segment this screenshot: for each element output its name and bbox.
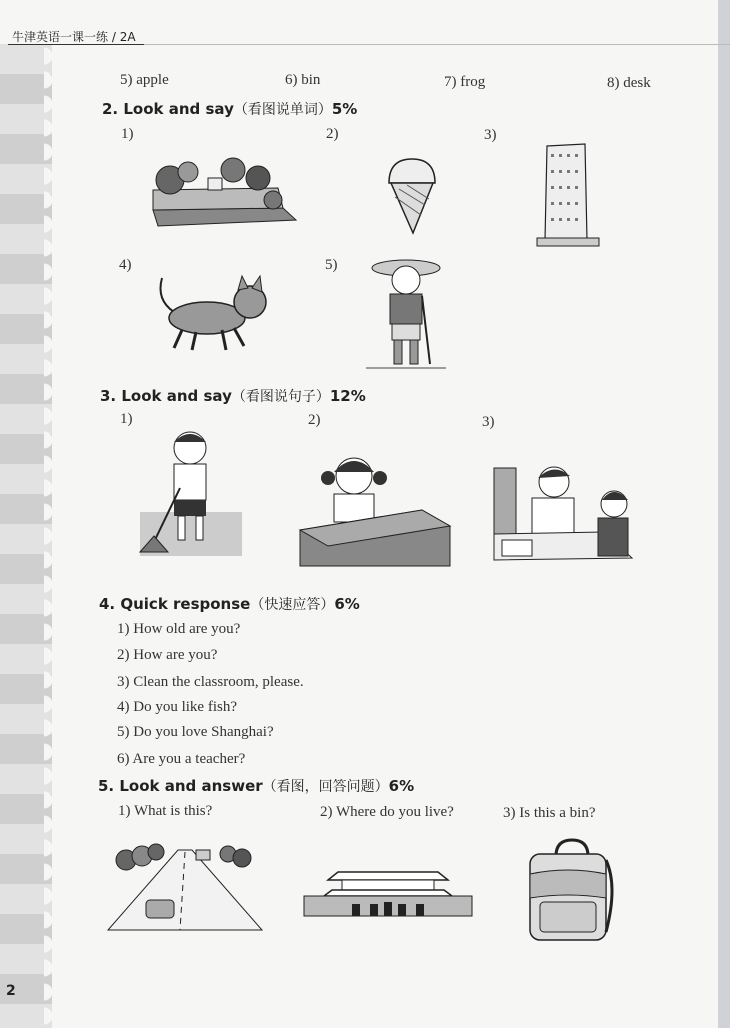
park-illustration <box>148 150 300 230</box>
s3-label-3: 3) <box>482 414 495 430</box>
schoolbag-illustration <box>522 836 620 944</box>
section-5-heading: 5. Look and answer（看图，回答问题）6% <box>98 777 415 795</box>
word-frog: 7) frog <box>444 74 486 90</box>
running-header: 牛津英语一课一练 / 2A <box>12 30 136 44</box>
boy-sweeping-illustration <box>136 428 244 558</box>
section-2-heading: 2. Look and say（看图说单词）5% <box>102 100 358 118</box>
response-item-3: 3) Clean the classroom, please. <box>117 674 304 690</box>
response-item-1: 1) How old are you? <box>117 621 241 637</box>
section-3-heading: 3. Look and say（看图说句子）12% <box>100 387 366 405</box>
girl-at-desk-illustration <box>298 450 452 568</box>
s3-label-2: 2) <box>308 412 321 428</box>
section-4-heading: 4. Quick response（快速应答）6% <box>99 595 360 613</box>
farmer-illustration <box>362 252 450 374</box>
s2-label-4: 4) <box>119 257 132 273</box>
decorative-border <box>0 44 52 1028</box>
response-item-5: 5) Do you love Shanghai? <box>117 724 274 740</box>
s2-label-2: 2) <box>326 126 339 142</box>
tiananmen-illustration <box>302 860 474 920</box>
building-illustration <box>535 140 601 248</box>
ice-cream-illustration <box>385 155 440 235</box>
grade-label: 2A <box>119 30 136 44</box>
s2-label-1: 1) <box>121 126 134 142</box>
question-3: 3) Is this a bin? <box>503 805 596 821</box>
page-number: 2 <box>6 983 16 999</box>
book-title: 牛津英语一课一练 <box>12 30 109 44</box>
page-edge <box>718 0 730 1028</box>
word-apple: 5) apple <box>120 72 169 88</box>
teacher-student-illustration <box>492 460 644 566</box>
road-illustration <box>108 838 262 930</box>
s2-label-3: 3) <box>484 127 497 143</box>
word-desk: 8) desk <box>607 75 651 91</box>
word-bin: 6) bin <box>285 72 321 88</box>
s2-label-5: 5) <box>325 257 338 273</box>
response-item-4: 4) Do you like fish? <box>117 699 237 715</box>
cat-illustration <box>152 270 277 358</box>
response-item-6: 6) Are you a teacher? <box>117 751 246 767</box>
question-1: 1) What is this? <box>118 803 213 819</box>
s3-label-1: 1) <box>120 411 133 427</box>
header-rule-light <box>144 44 730 45</box>
question-2: 2) Where do you live? <box>320 804 454 820</box>
header-rule <box>8 44 144 45</box>
response-item-2: 2) How are you? <box>117 647 218 663</box>
